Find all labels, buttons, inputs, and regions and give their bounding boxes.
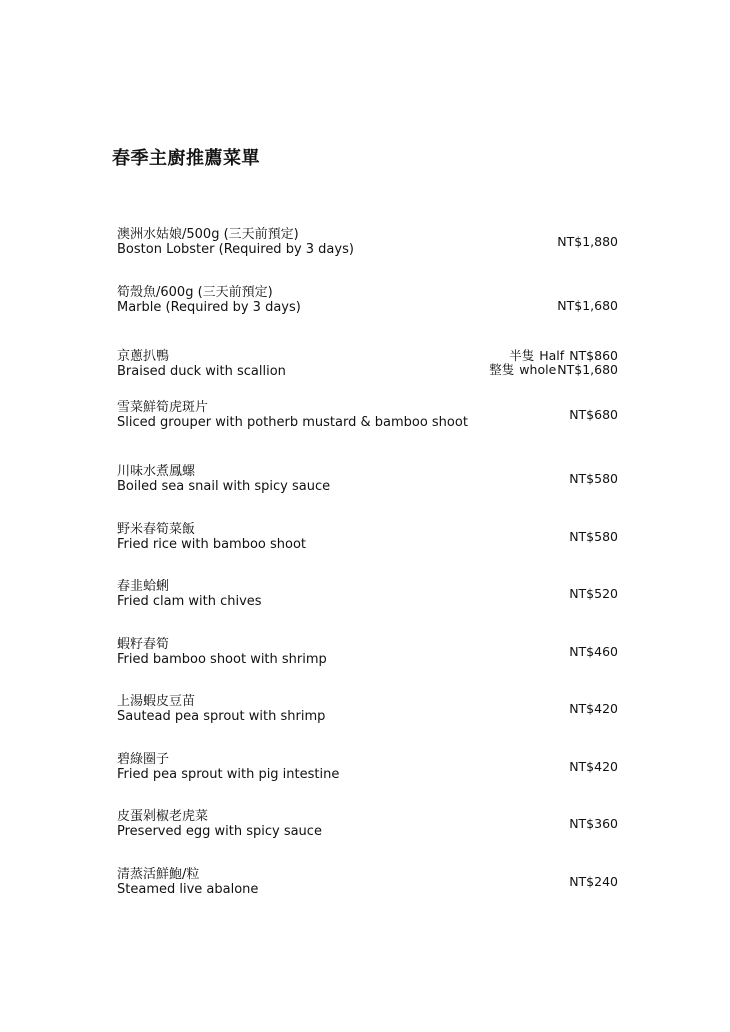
menu-item-lobster <box>117 227 618 257</box>
item-name-en: Braised duck with scallion <box>117 364 286 379</box>
item-name-zh: 碧綠圈子 <box>117 752 170 767</box>
item-name-zh: 春韭蛤蜊 <box>117 579 170 594</box>
item-name-en: Steamed live abalone <box>117 882 259 897</box>
item-price: NT$420 <box>569 759 618 774</box>
menu-item-clam <box>117 579 618 609</box>
item-name-en: Boston Lobster (Required by 3 days) <box>117 242 354 257</box>
item-price: NT$240 <box>569 874 618 889</box>
item-price-multi <box>484 349 618 377</box>
item-name-en: Marble (Required by 3 days) <box>117 300 301 315</box>
menu-item-bamboo-shrimp <box>117 637 618 667</box>
menu-item-preserved-egg <box>117 809 618 839</box>
item-price: NT$1,880 <box>557 234 618 249</box>
menu-item-marble <box>117 285 618 315</box>
menu-item-grouper <box>117 400 618 430</box>
item-name-zh: 皮蛋剁椒老虎菜 <box>117 809 209 824</box>
item-name-en: Fried clam with chives <box>117 594 262 609</box>
item-name-zh: 京蔥扒鴨 <box>117 349 170 364</box>
menu-item-pig-intestine <box>117 752 618 782</box>
menu-item-pea-sprout-shrimp <box>117 694 618 724</box>
item-name-en: Sliced grouper with potherb mustard & bamboo shoot <box>117 415 468 430</box>
item-name-zh: 清蒸活鮮鮑/粒 <box>117 867 200 882</box>
item-price: NT$520 <box>569 586 618 601</box>
item-name-zh: 雪菜鮮筍虎斑片 <box>117 400 209 415</box>
menu-item-fried-rice <box>117 522 618 552</box>
item-name-zh: 上湯蝦皮豆苗 <box>117 694 196 709</box>
item-price: NT$1,680 <box>557 298 618 313</box>
item-price: NT$360 <box>569 816 618 831</box>
item-name-en: Fried bamboo shoot with shrimp <box>117 652 327 667</box>
item-price: NT$580 <box>569 529 618 544</box>
item-name-zh: 澳洲水姑娘/500g (三天前預定) <box>117 227 299 242</box>
item-price: NT$420 <box>569 701 618 716</box>
menu-item-duck <box>117 349 618 379</box>
item-name-en: Sautead pea sprout with shrimp <box>117 709 326 724</box>
item-price: NT$460 <box>569 644 618 659</box>
price-half: 半隻 Half NT$860 <box>509 348 618 363</box>
item-name-zh: 蝦籽春筍 <box>117 637 170 652</box>
menu-item-abalone <box>117 867 618 897</box>
menu-item-sea-snail <box>117 464 618 494</box>
item-name-zh: 川味水煮鳳螺 <box>117 464 196 479</box>
page-title: 春季主廚推薦菜單 <box>112 148 260 169</box>
item-price: NT$580 <box>569 471 618 486</box>
item-name-en: Fried rice with bamboo shoot <box>117 537 307 552</box>
item-price: NT$680 <box>569 407 618 422</box>
item-name-en: Fried pea sprout with pig intestine <box>117 767 340 782</box>
item-name-en: Preserved egg with spicy sauce <box>117 824 322 839</box>
item-name-en: Boiled sea snail with spicy sauce <box>117 479 331 494</box>
item-name-zh: 筍殼魚/600g (三天前預定) <box>117 285 273 300</box>
item-name-zh: 野米春筍菜飯 <box>117 522 196 537</box>
price-whole: 整隻 wholeNT$1,680 <box>489 362 618 377</box>
